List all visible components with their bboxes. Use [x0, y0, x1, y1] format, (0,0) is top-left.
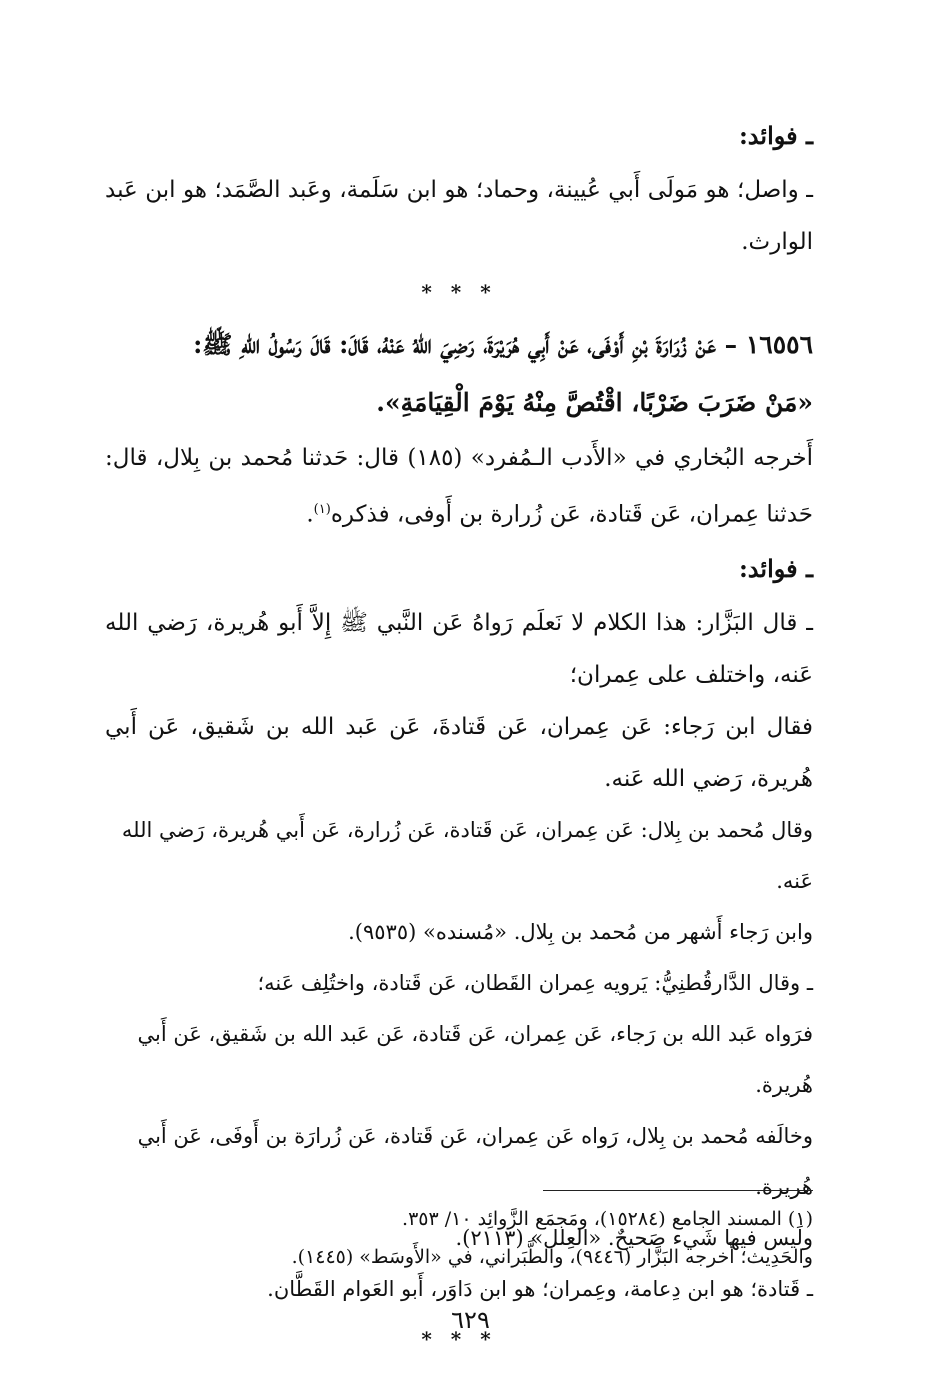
ilal-note: ولَيس فيها شَيء صَحيحٌ. «العِلل» (٢١١٣).: [455, 1225, 813, 1250]
takhrij-end: .: [306, 501, 314, 528]
daraqutni-note: ـ وقال الدَّارقُطنِيُّ: يَرويه عِمران القَطان، عَن قَتادة، واختُلِف عَنه؛: [257, 970, 813, 995]
takhrij-text: أَخرجه البُخاري في «الأَدب الـمُفرد» (١٨٥) قال: حَدثنا مُحمد بن بِلال، قال: حَدثنا عِمران، عَن قَتادة، عَن زُرارة بن أَوفى، فذكره: [105, 445, 814, 528]
narrators-note: ـ واصل؛ هو مَولَى أَبي عُيينة، وحماد؛ هو ابن سَلَمة، وعَبد الصَّمَد؛ هو ابن عَبد الوارث.: [105, 177, 813, 255]
ibn-raja-note: فقال ابن رَجاء: عَن عِمران، عَن قَتادةَ، عَن عَبد الله بن شَقيق، عَن أَبي هُريرة، رَضي الله عَنه.: [105, 713, 813, 792]
footnotes: [105, 1200, 813, 1276]
footnote-2: والحَدِيث؛ أَخرجه البَزَّار (٩٤٤٦)، والطَّبَراني، في «الأَوسَط» (١٤٤٥).: [291, 1246, 813, 1268]
footnote-ref: (١): [313, 502, 331, 517]
benefits-heading: ـ فوائد:: [738, 121, 813, 150]
page-number: ٦٢٩: [451, 1306, 490, 1334]
comparison-note: وابن رَجاء أَشهر من مُحمد بن بِلال. «مُسنده» (٩٥٣٥).: [348, 919, 813, 944]
bilal-note: وقال مُحمد بن بِلال: عَن عِمران، عَن قَتادة، عَن زُرارة، عَن أَبي هُريرة، رَضي الله عَنه.: [121, 817, 813, 893]
section-separator: * * *: [421, 1326, 497, 1351]
footnote-1: (١) المسند الجامع (١٥٢٨٤)، ومَجمَع الزَّوائِد ١٠/ ٣٥٣.: [402, 1208, 813, 1230]
footnote-divider: [543, 1190, 813, 1191]
section-separator: * * *: [421, 280, 497, 304]
bilal-chain-note: وخالَفه مُحمد بن بِلال، رَواه عَن عِمران، عَن قَتادة، عَن زُرارَة بن أَوفَى، عَن أَبي هُريرة.: [137, 1123, 813, 1199]
bazzar-note: ـ قال البَزَّار: هذا الكلام لا نَعلَم رَواهُ عَن النَّبي ﷺ إِلاَّ أَبو هُريرة، رَضي الله عَنه، واختلف على عِمران؛: [105, 609, 813, 688]
benefits-heading: ـ فوائد:: [738, 553, 813, 583]
takhrij-paragraph: [105, 432, 813, 541]
hadith-chain: ١٦٥٥٦ – عَنْ زُرَارَةَ بْنِ أَوْفَى، عَنْ أَبِي هُرَيْرَةَ، رَضِيَ اللهُ عَنْهُ، قَالَ: قَالَ رَسُولُ اللهِ ﷺ:: [193, 330, 813, 359]
hadith-text: «مَنْ ضَرَبَ ضَرْبًا، اقْتُصَّ مِنْهُ يَوْمَ الْقِيَامَةِ».: [376, 388, 813, 417]
raja-chain-note: فرَواه عَبد الله بن رَجاء، عَن عِمران، عَن قَتادة، عَن عَبد الله بن شَقيق، عَن أَبي هُريرة.: [137, 1021, 813, 1097]
qatada-note: ـ قَتادة؛ هو ابن دِعامة، وعِمران؛ هو ابن دَاوَر، أَبو العَوام القَطَّان.: [267, 1276, 813, 1301]
